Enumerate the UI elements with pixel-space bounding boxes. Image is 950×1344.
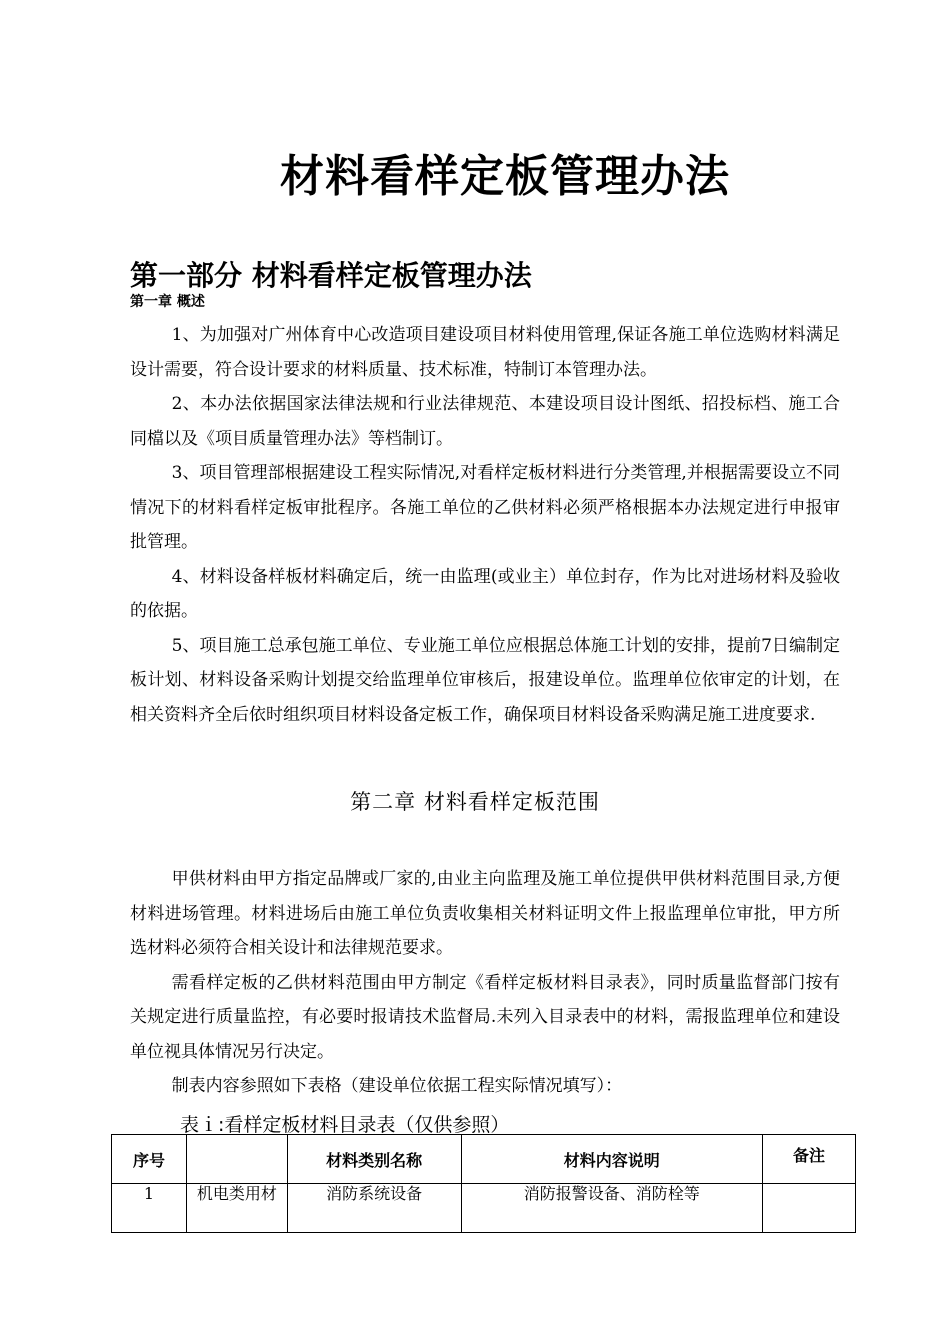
- table-cell: 1: [112, 1184, 187, 1233]
- table-header-cell: [186, 1135, 287, 1184]
- table-row: [112, 1184, 856, 1233]
- table-header-cell: 备注: [763, 1135, 856, 1184]
- chapter1-paragraph: 5、项目施工总承包施工单位、专业施工单位应根据总体施工计划的安排，提前7日编制定板计划、材料设备采购计划提交给监理单位审核后，报建设单位。监理单位依审定的计划，在相关资料齐全后依时组织项目材料设备定板工作，确保项目材料设备采购满足施工进度要求.: [130, 635, 840, 725]
- chapter2-body: [130, 862, 840, 1104]
- material-catalog-table: [111, 1134, 856, 1233]
- table-header-cell: 材料内容说明: [461, 1135, 763, 1184]
- table-header-row: [112, 1135, 856, 1184]
- table-header-cell: 材料类别名称: [287, 1135, 461, 1184]
- table-cell: 消防报警设备、消防栓等: [461, 1184, 763, 1233]
- chapter2-paragraph: 需看样定板的乙供材料范围由甲方制定《看样定板材料目录表》，同时质量监督部门按有关规定进行质量监控，有必要时报请技术监督局.未列入目录表中的材料，需报监理单位和建设单位视具体情况另行决定。: [130, 972, 840, 1062]
- chapter1-paragraph: 1、为加强对广州体育中心改造项目建设项目材料使用管理,保证各施工单位选购材料满足设计需要，符合设计要求的材料质量、技术标准，特制订本管理办法。: [130, 325, 840, 380]
- page-title: 材料看样定板管理办法: [280, 151, 730, 202]
- chapter1-paragraph: 2、本办法依据国家法律法规和行业法律规范、本建设项目设计图纸、招投标档、施工合同檔以及《项目质量管理办法》等档制订。: [130, 394, 840, 449]
- chapter1-paragraph: 4、材料设备样板材料确定后，统一由监理(或业主）单位封存，作为比对进场材料及验收的依据。: [130, 566, 840, 621]
- chapter2-paragraph: 甲供材料由甲方指定品牌或厂家的,由业主向监理及施工单位提供甲供材料范围目录,方便材料进场管理。材料进场后由施工单位负责收集相关材料证明文件上报监理单位审批，甲方所选材料必须符合相关设计和法律规范要求。: [130, 869, 840, 958]
- table-caption: 表ｉ:看样定板材料目录表（仅供参照）: [180, 1114, 510, 1136]
- chapter2-paragraph: 制表内容参照如下表格（建设单位依据工程实际情况填写）：: [171, 1076, 623, 1096]
- table-cell: [763, 1184, 856, 1233]
- table-cell: 机电类用材: [186, 1184, 287, 1233]
- chapter1-paragraph: 3、项目管理部根据建设工程实际情况,对看样定板材料进行分类管理,并根据需要设立不同情况下的材料看样定板审批程序。各施工单位的乙供材料必须严格根据本办法规定进行申报审批管理。: [130, 463, 840, 552]
- chapter2-title: 第二章 材料看样定板范围: [350, 790, 600, 814]
- chapter1-title: 第一章 概述: [130, 294, 205, 310]
- chapter1-body: [130, 318, 840, 732]
- table-header-cell: 序号: [112, 1135, 187, 1184]
- table-cell: 消防系统设备: [287, 1184, 461, 1233]
- part-title: 第一部分 材料看样定板管理办法: [130, 259, 532, 292]
